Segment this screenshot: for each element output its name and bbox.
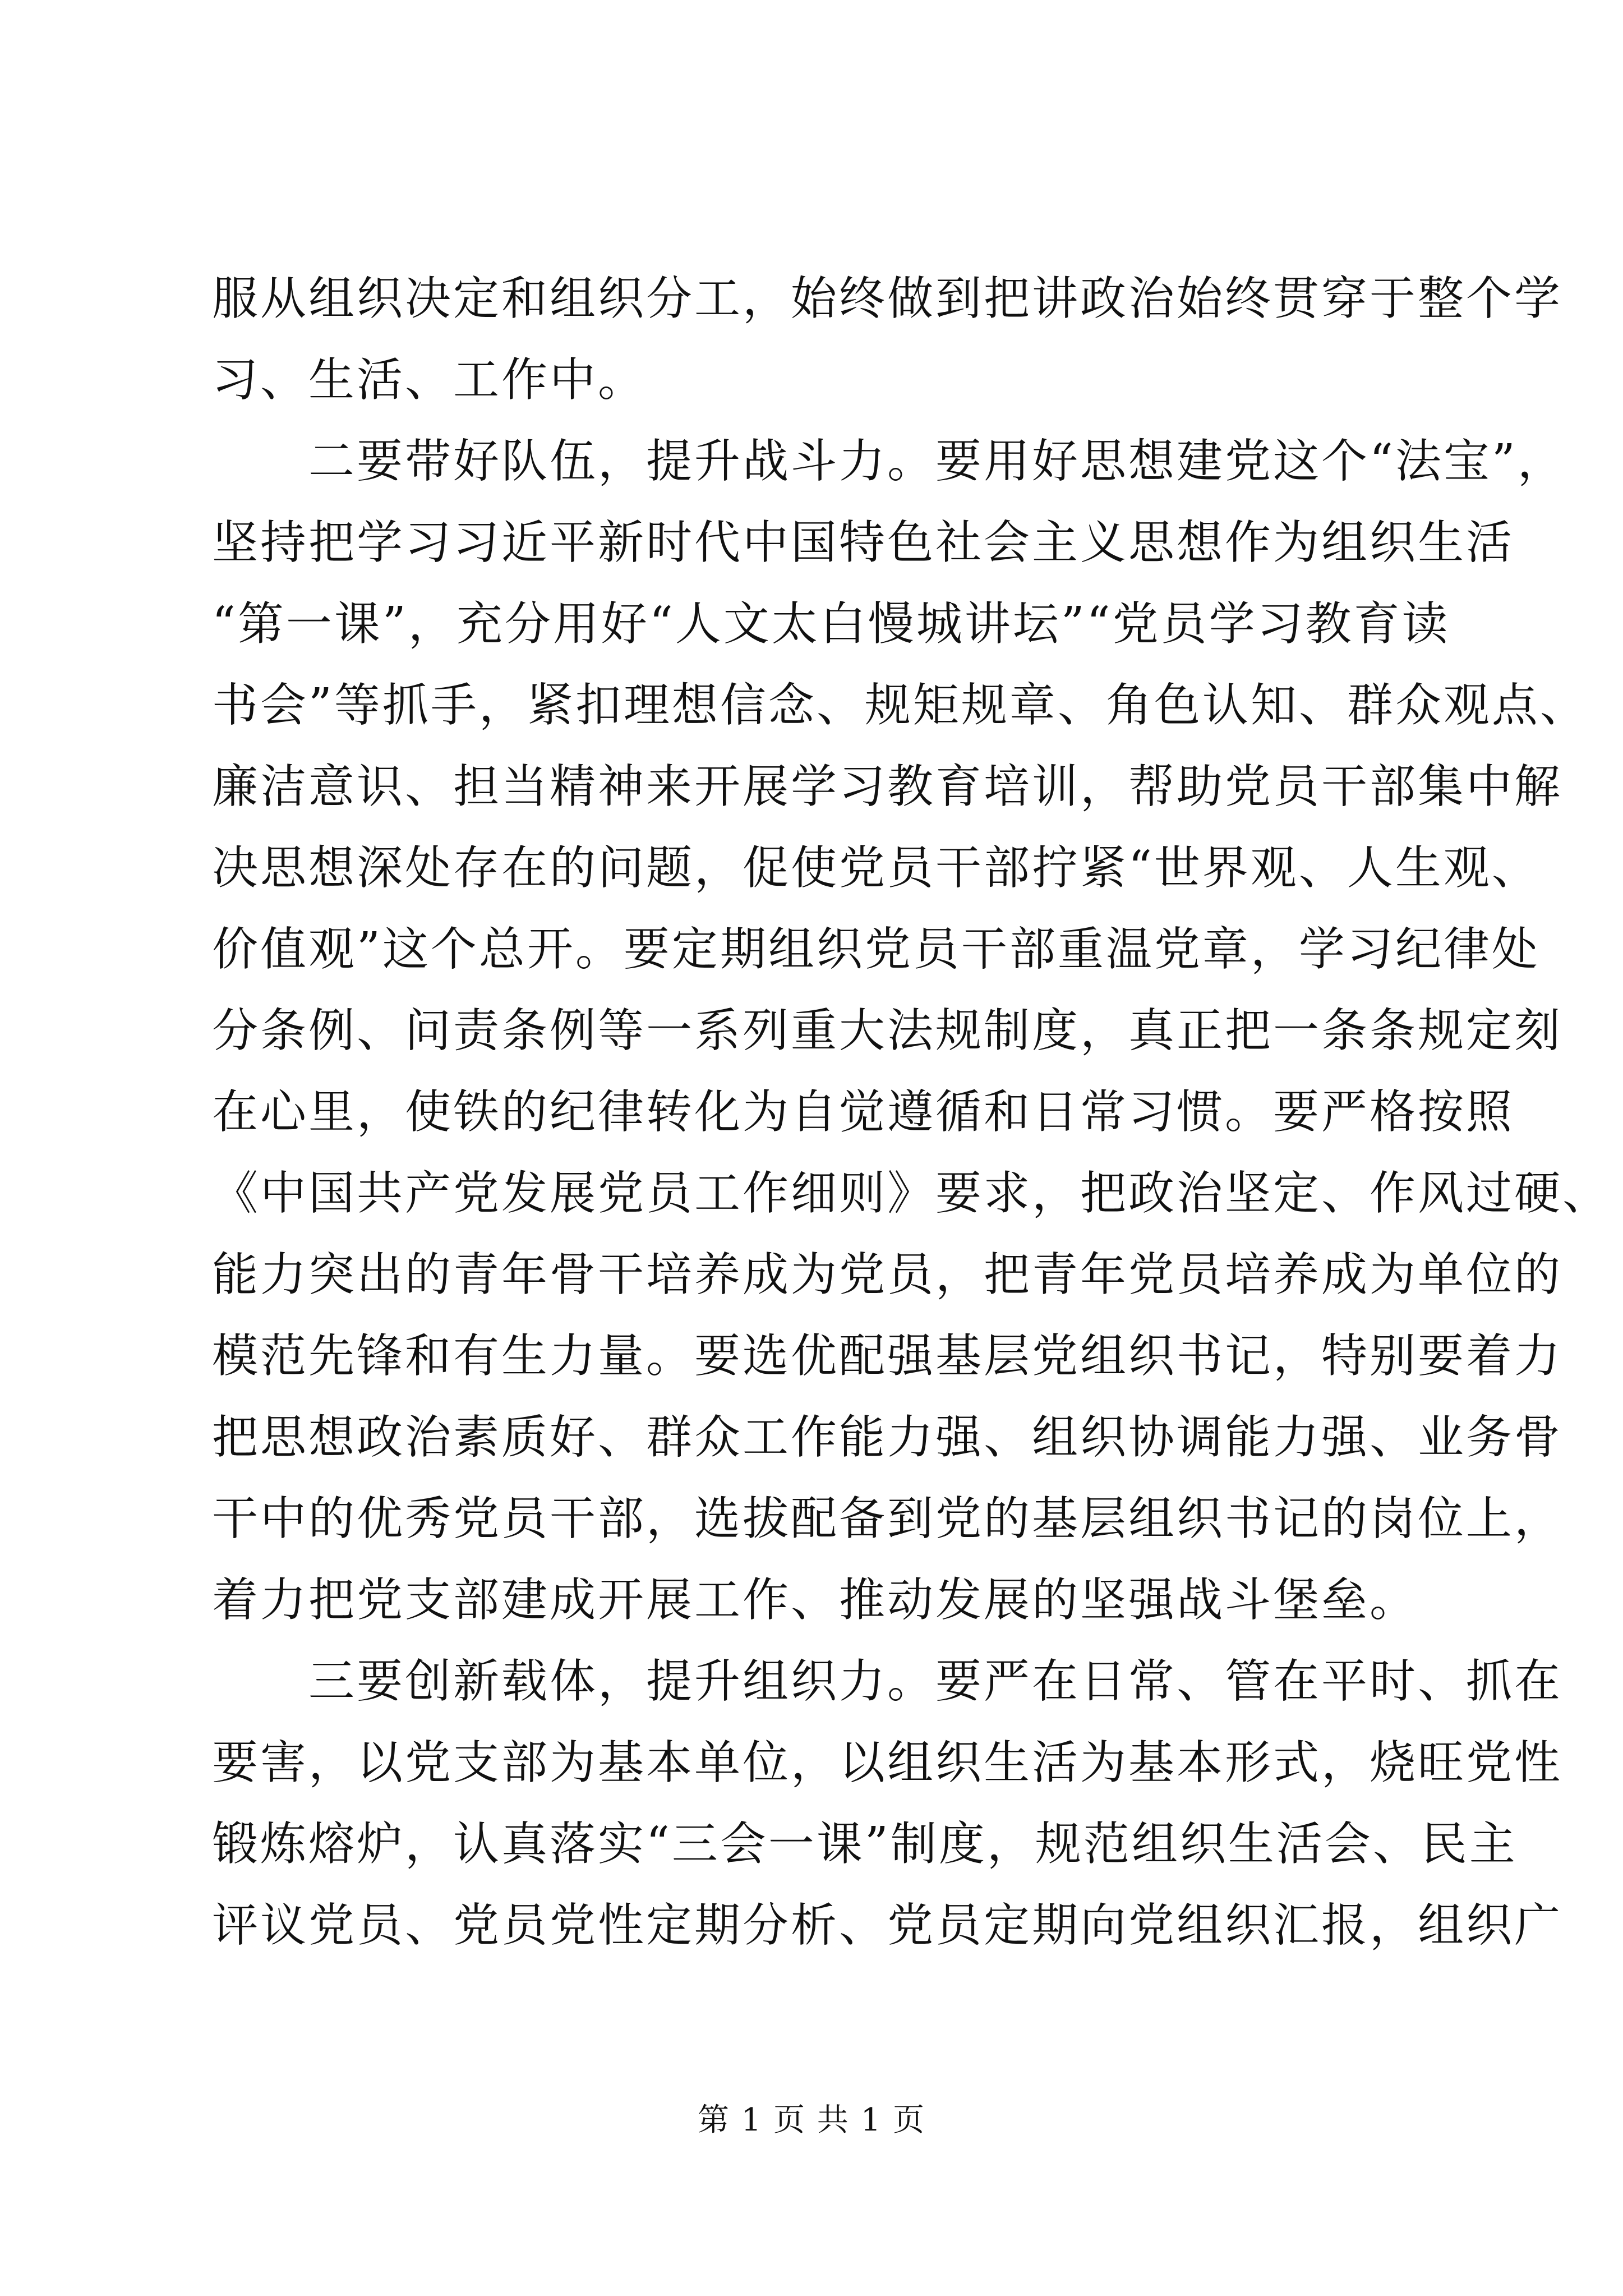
- text-line: 廉洁意识、担当精神来开展学习教育培训，帮助党员干部集中解: [212, 760, 1563, 813]
- document-body: [212, 258, 1611, 1966]
- text-line: 决思想深处存在的问题，促使党员干部拧紧“世界观、人生观、: [212, 841, 1540, 895]
- text-line: 把思想政治素质好、群众工作能力强、组织协调能力强、业务骨: [212, 1411, 1563, 1464]
- text-line: 评议党员、党员党性定期分析、党员定期向党组织汇报，组织广: [212, 1899, 1563, 1952]
- page-number-label: 第 1 页 共 1 页: [697, 2102, 926, 2138]
- text-line: 书会”等抓手，紧扣理想信念、规矩规章、角色认知、群众观点、: [212, 679, 1588, 732]
- text-line: “第一课”，充分用好“人文太白慢城讲坛”“党员学习教育读: [212, 597, 1450, 651]
- text-line: 干中的优秀党员干部，选拔配备到党的基层组织书记的岗位上，: [212, 1492, 1563, 1545]
- text-line: 三要创新载体，提升组织力。要严在日常、管在平时、抓在: [308, 1655, 1563, 1708]
- text-line: 模范先锋和有生力量。要选优配强基层党组织书记，特别要着力: [212, 1329, 1563, 1383]
- page-footer: [0, 2098, 1623, 2143]
- text-line: 价值观”这个总开。要定期组织党员干部重温党章，学习纪律处: [212, 923, 1540, 976]
- text-line: 习、生活、工作中。: [212, 353, 647, 407]
- text-line: 二要带好队伍，提升战斗力。要用好思想建党这个“法宝”，: [308, 435, 1566, 488]
- text-line: 着力把党支部建成开展工作、推动发展的坚强战斗堡垒。: [212, 1573, 1418, 1627]
- text-line: 服从组织决定和组织分工，始终做到把讲政治始终贯穿于整个学: [212, 272, 1563, 325]
- text-line: 分条例、问责条例等一系列重大法规制度，真正把一条条规定刻: [212, 1004, 1563, 1057]
- text-line: 锻炼熔炉，认真落实“三会一课”制度，规范组织生活会、民主: [212, 1818, 1518, 1871]
- text-line: 要害，以党支部为基本单位，以组织生活为基本形式，烧旺党性: [212, 1736, 1563, 1789]
- text-line: 能力突出的青年骨干培养成为党员，把青年党员培养成为单位的: [212, 1248, 1563, 1301]
- text-line: 《中国共产党发展党员工作细则》要求，把政治坚定、作风过硬、: [212, 1167, 1611, 1220]
- text-line: 在心里，使铁的纪律转化为自觉遵循和日常习惯。要严格按照: [212, 1085, 1515, 1139]
- text-line: 坚持把学习习近平新时代中国特色社会主义思想作为组织生活: [212, 516, 1515, 569]
